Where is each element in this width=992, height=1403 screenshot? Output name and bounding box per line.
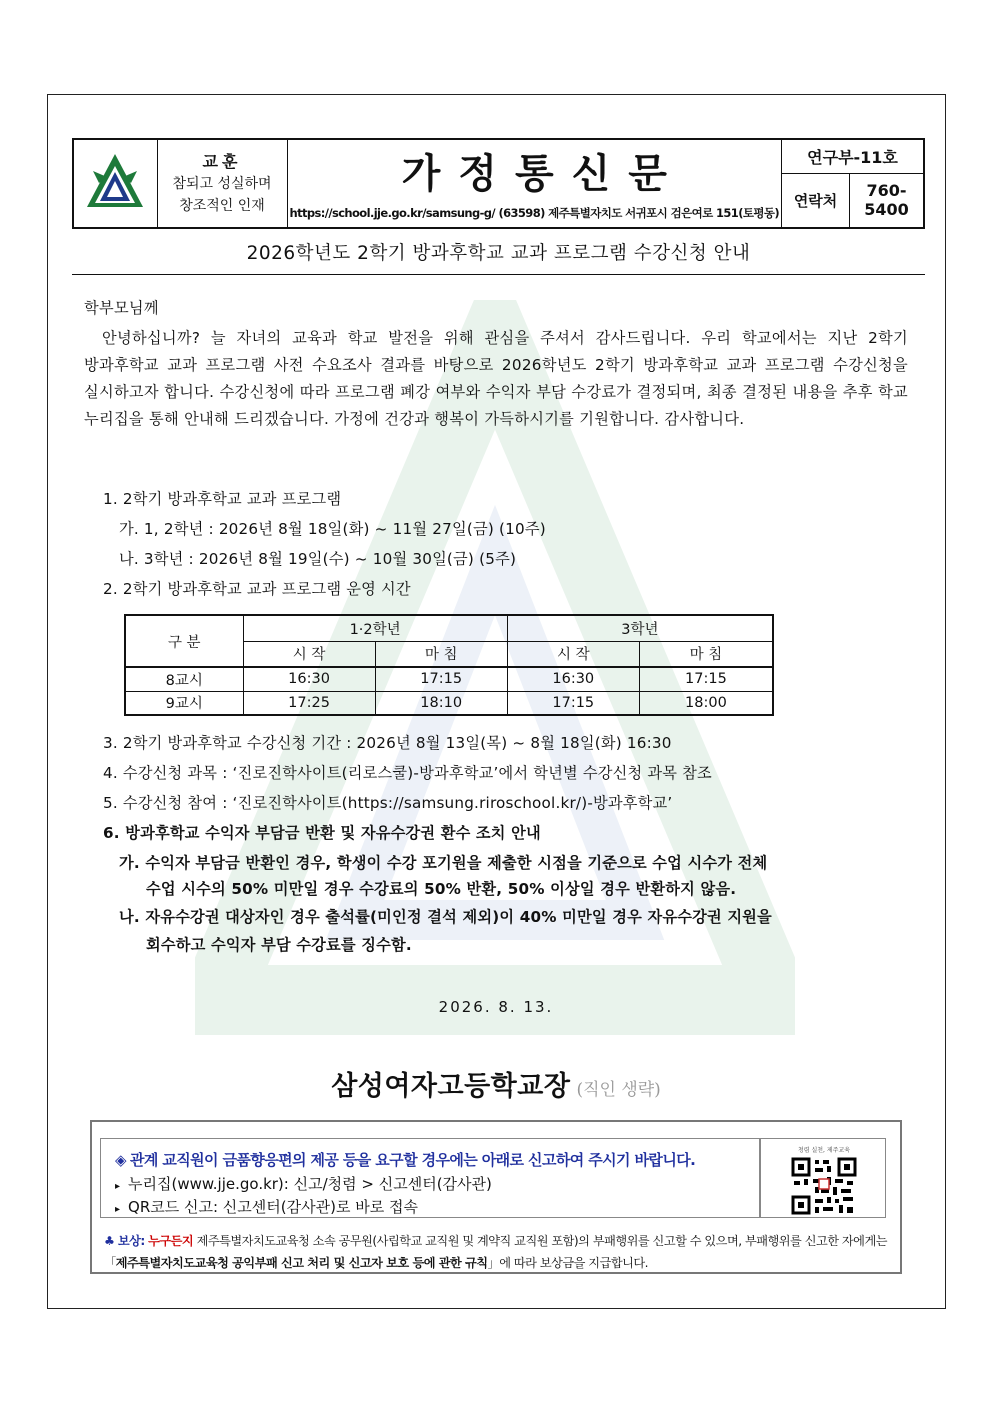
reward-who: 누구든지 xyxy=(148,1234,194,1248)
end-header: 마 침 xyxy=(375,641,507,667)
reward-label: 보상: xyxy=(117,1234,145,1248)
item-1a: 가. 1, 2학년 : 2026년 8월 18일(화) ~ 11월 27일(금) (10주) xyxy=(119,520,546,538)
time-cell: 16:30 xyxy=(507,667,639,691)
item-6: 6. 방과후학교 수익자 부담금 반환 및 자유수강권 환수 조치 안내 xyxy=(103,824,541,842)
qr-code-box[interactable] xyxy=(760,1138,886,1218)
item-6a-line2: 수업 시수의 50% 미만일 경우 수강료의 50% 반환, 50% 이상일 경우 반환하지 않음. xyxy=(146,880,737,898)
schedule-table xyxy=(124,614,774,716)
club-icon: ♣ xyxy=(104,1234,115,1248)
motto-line-1: 참되고 성실하며 xyxy=(172,175,272,192)
qr-caption: 청렴 실천, 제주교육 xyxy=(797,1147,851,1154)
time-cell: 17:15 xyxy=(507,691,639,715)
contact-label: 연락처 xyxy=(782,173,850,228)
item-1: 1. 2학기 방과후학교 교과 프로그램 xyxy=(103,490,342,508)
principal-name: 삼성여자고등학교장 xyxy=(331,1071,571,1102)
time-cell: 18:10 xyxy=(375,691,507,715)
time-cell: 16:30 xyxy=(243,667,375,691)
item-6b-line2: 회수하고 수익자 부담 수강료를 징수함. xyxy=(146,936,412,954)
motto-title: 교훈 xyxy=(202,151,242,171)
time-cell: 17:15 xyxy=(375,667,507,691)
subject-title: 2026학년도 2학기 방과후학교 교과 프로그램 수강신청 안내 xyxy=(72,229,925,275)
newsletter-title: 가정통신문 xyxy=(401,150,685,197)
anti-corruption-notice xyxy=(90,1120,902,1274)
reward-rule: 제주특별자치도교육청 공익부패 신고 처리 및 신고자 보호 등에 관한 규칙 xyxy=(115,1256,488,1270)
diamond-icon: ◈ xyxy=(115,1151,126,1169)
item-4: 4. 수강신청 과목 : ‘진로진학사이트(리로스쿨)-방과후학교’에서 학년별 수강신청 과목 참조 xyxy=(103,764,712,782)
triangle-bullet-icon: ▸ xyxy=(115,1181,121,1192)
item-2: 2. 2학기 방과후학교 교과 프로그램 운영 시간 xyxy=(103,580,411,598)
start-header: 시 작 xyxy=(507,641,639,667)
item-6b-line1: 나. 자유수강권 대상자인 경우 출석률(미인정 결석 제외)이 40% 미만일 경우 자유수강권 지원을 xyxy=(119,908,772,926)
table-row xyxy=(125,691,773,715)
qr-code-icon xyxy=(791,1157,857,1215)
notice-inner-box xyxy=(100,1138,760,1218)
item-1b: 나. 3학년 : 2026년 8월 19일(수) ~ 10월 30일(금) (5주) xyxy=(119,550,517,568)
table-corner: 구 분 xyxy=(125,615,243,667)
school-emblem-icon xyxy=(85,151,145,213)
notice-line-1: ▸ 누리집(www.jje.go.kr): 신고/청렴 > 신고센터(감사관) xyxy=(115,1175,492,1193)
period-cell: 9교시 xyxy=(125,691,243,715)
motto-cell xyxy=(157,139,287,228)
item-3: 3. 2학기 방과후학교 수강신청 기간 : 2026년 8월 13일(목) ~ 8월 18일(화) 16:30 xyxy=(103,734,672,752)
contact-value: 760-5400 xyxy=(850,173,924,228)
start-header: 시 작 xyxy=(243,641,375,667)
end-header: 마 침 xyxy=(639,641,773,667)
reward-text-2: 」에 따라 보상금을 지급합니다. xyxy=(487,1256,649,1270)
title-cell xyxy=(287,139,782,228)
table-row xyxy=(125,667,773,691)
notice-line-2: ▸ QR코드 신고: 신고센터(감사관)로 바로 접속 xyxy=(115,1198,418,1216)
time-cell: 18:00 xyxy=(639,691,773,715)
principal-signature xyxy=(0,1064,992,1103)
period-cell: 8교시 xyxy=(125,667,243,691)
time-cell: 17:25 xyxy=(243,691,375,715)
reward-note xyxy=(104,1230,894,1274)
issue-date: 2026. 8. 13. xyxy=(438,998,554,1016)
item-6a-line1: 가. 수익자 부담금 반환인 경우, 학생이 수강 포기원을 제출한 시점을 기준으로 수업 시수가 전체 xyxy=(119,854,768,872)
reward-text-1: 제주특별자치도교육청 소속 공무원(사립학교 교직원 및 계약직 교직원 포함)의 부패행위를 신고할 수 있으며, 부패행위를 신고한 자에게는 「 xyxy=(104,1234,887,1270)
school-address: https://school.jje.go.kr/samsung-g/ (63598) 제주특별자치도 서귀포시 검은여로 151(토평동) xyxy=(289,205,780,220)
item-5: 5. 수강신청 참여 : ‘진로진학사이트(https://samsung.riroschool.kr/)-방과후학교’ xyxy=(103,794,673,812)
triangle-bullet-icon: ▸ xyxy=(115,1204,121,1215)
motto-line-2: 창조적인 인재 xyxy=(179,197,265,214)
time-cell: 17:15 xyxy=(639,667,773,691)
greeting: 학부모님께 xyxy=(84,299,159,317)
school-logo xyxy=(73,139,157,228)
doc-number: 연구부-11호 xyxy=(782,139,924,173)
group-1-header: 1·2학년 xyxy=(243,615,507,641)
seal-note: (직인 생략) xyxy=(576,1080,661,1100)
notice-headline: ◈ 관계 교직원이 금품향응편의 제공 등을 요구할 경우에는 아래로 신고하여 주시기 바랍니다. xyxy=(115,1151,696,1169)
intro-paragraph: 안녕하십니까? 늘 자녀의 교육과 학교 발전을 위해 관심을 주셔서 감사드립니다. 우리 학교에서는 지난 2학기 방과후학교 교과 프로그램 사전 수요조사 결과를 바탕으로 2026학년도 2학기 방과후학교 교과 프로그램 수강신청을 실시하고자 합니다. 수강신청에 따라 프로그램 폐강 여부와 수익자 부담 수강료가 결정되며, 최종 결정된 내용을 추후 학교 누리집을 통해 안내해 드리겠습니다. 가정에 건강과 행복이 가득하시기를 기원합니다. 감사합니다. xyxy=(84,329,908,428)
header-table xyxy=(72,138,925,229)
group-2-header: 3학년 xyxy=(507,615,773,641)
